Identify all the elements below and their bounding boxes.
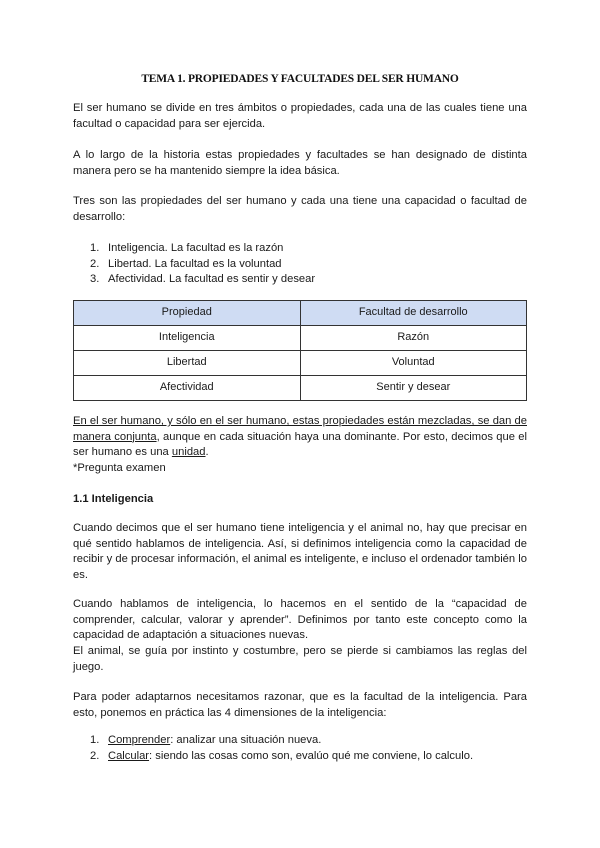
properties-list <box>73 241 315 288</box>
table-header-row <box>74 301 527 326</box>
unity-underlined-word: unidad <box>171 446 206 458</box>
intelligence-paragraph-2: Cuando hablamos de inteligencia, lo hacemos en el sentido de la “capacidad de comprender, calcular, valorar y aprender”. Definimos por tanto este concepto como la capacidad de adaptación a situaciones nuevas. <box>73 598 527 641</box>
document-title: TEMA 1. PROPIEDADES Y FACULTADES DEL SER HUMANO <box>141 73 459 85</box>
list-number: 3. <box>90 273 100 285</box>
list-item <box>73 272 315 288</box>
table-cell: Sentir y desear <box>300 376 527 401</box>
list-text: Libertad. La facultad es la voluntad <box>108 257 282 270</box>
intelligence-paragraph-3: El animal, se guía por instinto y costumbre, pero se pierde si cambiamos las reglas del juego. <box>73 645 527 673</box>
table-row <box>74 351 527 376</box>
table-cell: Inteligencia <box>74 326 301 351</box>
table-cell: Libertad <box>74 351 301 376</box>
list-item <box>73 733 473 749</box>
table-cell: Afectividad <box>74 376 301 401</box>
column-header-propiedad: Propiedad <box>74 301 301 326</box>
exam-note: *Pregunta examen <box>73 462 166 474</box>
list-item <box>73 257 315 273</box>
dimension-term: Comprender <box>108 734 171 746</box>
list-number: 1. <box>90 734 100 746</box>
properties-paragraph: Tres son las propiedades del ser humano y cada una tiene una capacidad o facultad de desarrollo: <box>73 195 527 223</box>
list-text: Inteligencia. La facultad es la razón <box>108 242 284 254</box>
dimensions-list <box>73 733 473 764</box>
unity-middle-text: , aunque en cada situación haya una dominante. Por esto, decimos que el ser humano es una <box>73 430 527 458</box>
intelligence-paragraph-1: Cuando decimos que el ser humano tiene inteligencia y el animal no, hay que precisar en qué sentido hablamos de inteligencia. Así, si definimos inteligencia como la capacidad de recibir y de procesar información, el animal es inteligente, e incluso el ordenador también lo es. <box>73 522 527 581</box>
list-text: Afectividad. La facultad es sentir y desear <box>108 273 316 285</box>
dimension-description: : siendo las cosas como son, evalúo qué me conviene, lo calculo. <box>149 749 474 762</box>
list-number: 2. <box>90 257 100 270</box>
intelligence-paragraph-4: Para poder adaptarnos necesitamos razonar, que es la facultad de la inteligencia. Para esto, ponemos en práctica las 4 dimensiones de la inteligencia: <box>73 691 527 719</box>
table-row <box>74 376 527 401</box>
section-heading: 1.1 Inteligencia <box>73 493 154 505</box>
table-row <box>74 326 527 351</box>
list-item <box>73 749 473 765</box>
dimension-description: : analizar una situación nueva. <box>170 734 322 746</box>
table-cell: Razón <box>300 326 527 351</box>
unity-underlined-intro: En el ser humano, y sólo en el ser humano, estas propiedades están mezcladas, se dan de manera conjunta <box>73 415 527 443</box>
intro-paragraph: El ser humano se divide en tres ámbitos o propiedades, cada una de las cuales tiene una facultad o capacidad para ser ejercida. <box>73 102 527 130</box>
unity-end: . <box>205 446 209 458</box>
history-paragraph: A lo largo de la historia estas propiedades y facultades se han designado de distinta manera pero se ha mantenido siempre la idea básica. <box>73 149 527 177</box>
list-number: 2. <box>90 749 100 762</box>
table-cell: Voluntad <box>300 351 527 376</box>
properties-table <box>73 300 527 401</box>
list-item <box>73 241 315 257</box>
dimension-term: Calcular <box>108 749 150 762</box>
column-header-facultad: Facultad de desarrollo <box>300 301 527 326</box>
unity-paragraph <box>73 414 527 461</box>
list-number: 1. <box>90 242 100 254</box>
